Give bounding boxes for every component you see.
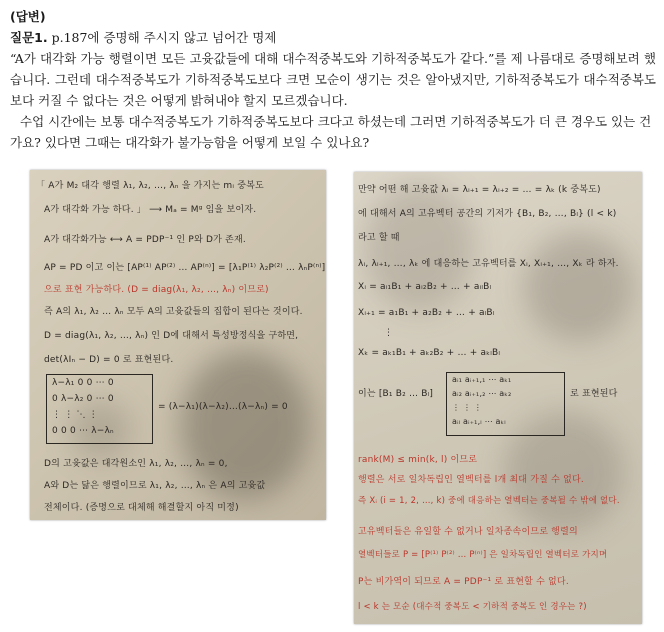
- note-line: 로 표현된다: [570, 389, 618, 399]
- note-line: 이는 [B₁ B₂ … Bₗ]: [358, 389, 434, 399]
- note-line: 으로 표현 가능하다. (D = diag(λ₁, λ₂, …, λₙ) 이므로): [44, 285, 269, 295]
- note-line: 「 A가 M₂ 대각 행렬 λ₁, λ₂, …, λₙ 을 가지는 mᵢ 중복도: [36, 181, 264, 191]
- matrix-row: aᵢₗ aᵢ₊₁,ₗ ⋯ aₖₗ: [452, 417, 506, 426]
- note-line: 에 대해서 A의 고유벡터 공간의 기저가 {B₁, B₂, …, Bₗ} (l < k): [358, 209, 617, 219]
- question-text-block: [10, 6, 656, 153]
- note-line: det(λIₙ − D) = 0 로 표현된다.: [44, 355, 174, 365]
- note-line: 고유벡터들은 유일할 수 없거나 일차종속이므로 행렬의: [358, 527, 578, 537]
- note-line: 만약 어떤 해 고윳값 λᵢ = λᵢ₊₁ = λᵢ₊₂ = … = λₖ (k 중복도): [358, 185, 601, 195]
- note-line: rank(M) ≤ min(k, l) 이므로: [358, 455, 478, 465]
- handwritten-note-photo-right: [354, 172, 642, 624]
- answer-heading: (답변): [10, 9, 46, 24]
- question-title-line: [10, 27, 656, 48]
- note-line: AP = PD 이고 이는 [AP⁽¹⁾ AP⁽²⁾ … AP⁽ⁿ⁾] = [λ₁P⁽¹⁾ λ₂P⁽²⁾ … λₙP⁽ⁿ⁾]: [44, 263, 326, 273]
- note-line: 전체이다. (증명으로 대체해 해결할지 아직 미정): [44, 503, 239, 513]
- note-line: 라고 할 때: [358, 233, 400, 243]
- note-line: A와 D는 닮은 행렬이므로 λ₁, λ₂, …, λₙ 은 A의 고윳값: [44, 481, 266, 491]
- matrix-row: ⋮ ⋮ ⋱ ⋮: [52, 410, 98, 420]
- note-line: Xᵢ = aᵢ₁B₁ + aᵢ₂B₂ + … + aᵢₗBₗ: [358, 282, 492, 292]
- note-line: 즉 A의 λ₁, λ₂ … λₙ 모두 A의 고윳값들의 집합이 된다는 것이다.: [44, 307, 303, 317]
- note-line: ⋮: [384, 328, 394, 338]
- note-line: = (λ−λ₁)(λ−λ₂)…(λ−λₙ) = 0: [158, 402, 288, 412]
- matrix-bracket-right: [558, 372, 565, 436]
- matrix-bracket-right: [146, 374, 153, 444]
- question-title: p.187에 증명해 주시지 않고 넘어간 명제: [51, 30, 277, 45]
- note-line: A가 대각화 가능 하다. 」 ⟶ Mₐ = Mᵍ 임을 보이자.: [44, 205, 257, 215]
- note-line: l < k 는 모순 (대수적 중복도 < 기하적 중복도 인 경우는 ?): [358, 602, 587, 612]
- note-line: P는 비가역이 되므로 A = PDP⁻¹ 로 표현할 수 없다.: [358, 577, 569, 587]
- matrix-row: aᵢ₁ aᵢ₊₁,₁ ⋯ aₖ₁: [452, 375, 512, 384]
- matrix-row: aᵢ₂ aᵢ₊₁,₂ ⋯ aₖ₂: [452, 389, 512, 398]
- note-line: Xₖ = aₖ₁B₁ + aₖ₂B₂ + … + aₖₗBₗ: [358, 348, 501, 358]
- note-line: A가 대각화가능 ⟷ A = PDP⁻¹ 인 P와 D가 존재.: [44, 235, 246, 245]
- note-line: D = diag(λ₁, λ₂, …, λₙ) 인 D에 대해서 특성방정식을 구하면,: [44, 331, 299, 341]
- note-line: 행렬은 서로 일차독립인 열벡터를 l개 최대 가질 수 없다.: [358, 475, 584, 485]
- shadow-blob: [524, 232, 634, 342]
- question-label: 질문1.: [10, 30, 48, 45]
- note-line: Xᵢ₊₁ = a₁B₁ + a₂B₂ + … + aₗBₗ: [358, 308, 495, 318]
- note-line: 열벡터들로 P = [P⁽¹⁾ P⁽²⁾ … P⁽ⁿ⁾] 은 일차독립인 열벡터로 가지며: [358, 550, 608, 560]
- note-line: 즉 Xᵢ (i = 1, 2, …, k) 중에 대응하는 열벡터는 중복될 수 밖에 없다.: [358, 496, 620, 506]
- note-line: λᵢ, λᵢ₊₁, …, λₖ 에 대응하는 고유벡터를 Xᵢ, Xᵢ₊₁, …, Xₖ 라 하자.: [358, 259, 619, 269]
- question-paragraph-1: “A가 대각화 가능 행렬이면 모든 고윳값들에 대해 대수적중복도와 기하적중복도가 같다.”를 제 나름대로 증명해보려 했습니다. 그런데 대수적중복도가 기하적중복도보다 크면 모순이 생기는 것은 알아냈지만, 기하적중복도가 대수적중복도보다 커질 수 없다는 것은 어떻게 밝혀내야 할지 모르겠습니다.: [10, 51, 656, 108]
- question-paragraph-2: 수업 시간에는 보통 대수적중복도가 기하적중복도보다 크다고 하셨는데 그러면 기하적중복도가 더 큰 경우도 있는 건가요? 있다면 그때는 대각화가 불가능함을 어떻게 보일 수 있나요?: [10, 114, 652, 150]
- shadow-blob: [364, 182, 474, 312]
- matrix-row: 0 0 0 ⋯ λ−λₙ: [52, 426, 114, 436]
- handwritten-note-photo-left: [30, 170, 326, 520]
- matrix-row: 0 λ−λ₂ 0 ⋯ 0: [52, 394, 114, 404]
- matrix-row: ⋮ ⋮ ⋮: [452, 403, 483, 412]
- note-line: D의 고윳값은 대각원소인 λ₁, λ₂, …, λₙ = 0,: [44, 459, 228, 469]
- matrix-row: λ−λ₁ 0 0 ⋯ 0: [52, 378, 114, 388]
